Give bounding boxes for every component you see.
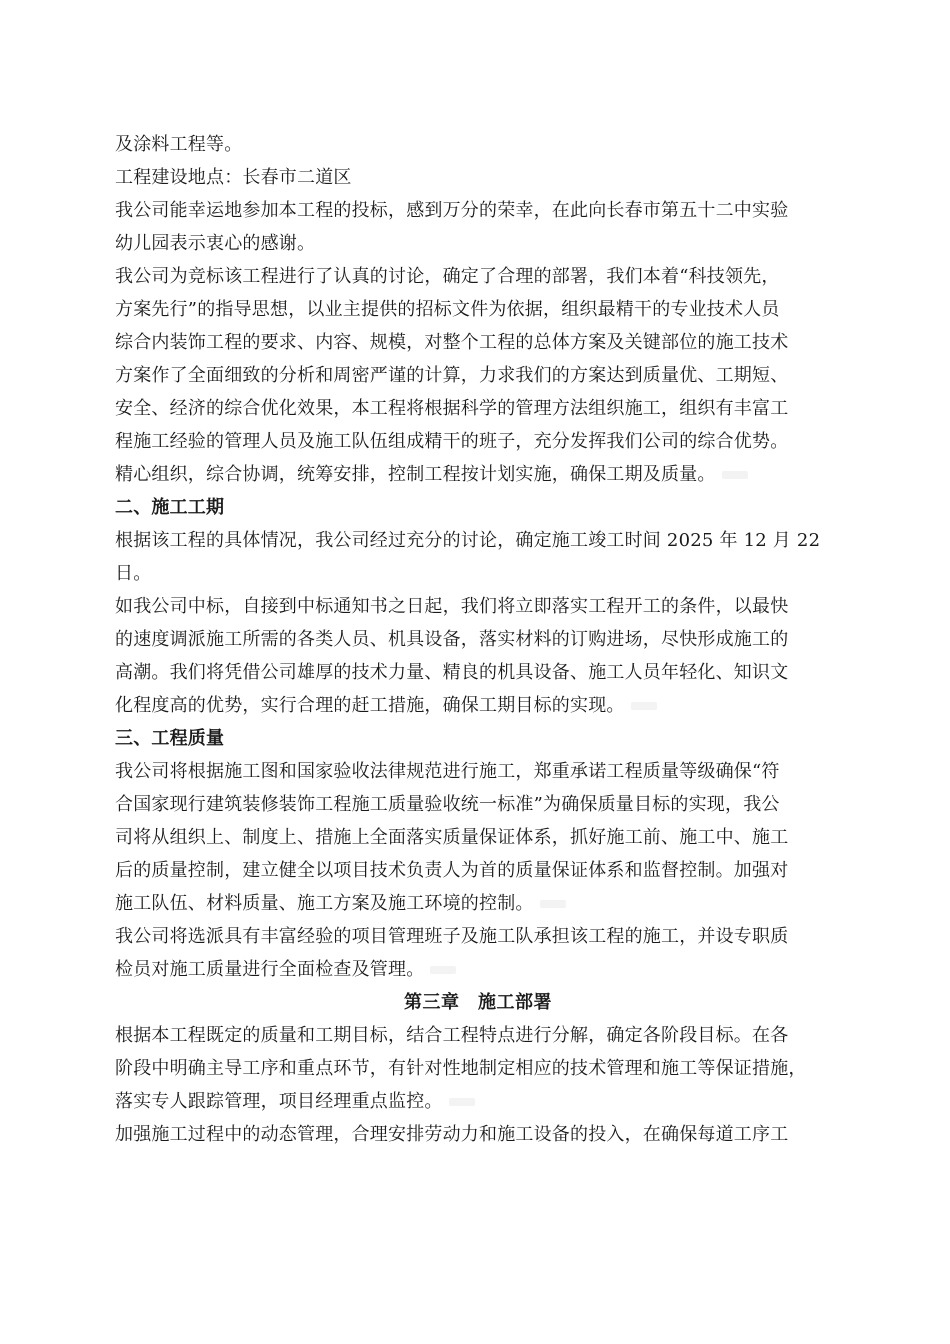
body-line: 我公司能幸运地参加本工程的投标，感到万分的荣幸，在此向长春市第五十二中实验: [115, 200, 789, 221]
paragraph-mark-icon: [722, 471, 748, 479]
body-line: 我公司将根据施工图和国家验收法律规范进行施工，郑重承诺工程质量等级确保“符: [115, 761, 780, 782]
paragraph-mark-icon: [631, 702, 657, 710]
body-line-wrapper: [115, 953, 841, 986]
body-line: 根据本工程既定的质量和工期目标，结合工程特点进行分解，确定各阶段目标。在各: [115, 1025, 789, 1046]
body-line: 综合内装饰工程的要求、内容、规模，对整个工程的总体方案及关键部位的施工技术: [115, 332, 789, 353]
chapter-title: 第三章 施工部署: [404, 992, 552, 1013]
body-line: 方案作了全面细致的分析和周密严谨的计算，力求我们的方案达到质量优、工期短、: [115, 365, 789, 386]
body-line: 根据该工程的具体情况，我公司经过充分的讨论，确定施工竣工时间 2025 年 12 月 22: [115, 530, 821, 551]
body-line: 我公司为竞标该工程进行了认真的讨论，确定了合理的部署，我们本着“科技领先，: [115, 266, 780, 287]
body-line: 阶段中明确主导工序和重点环节，有针对性地制定相应的技术管理和施工等保证措施，: [115, 1058, 807, 1079]
body-line: 落实专人跟踪管理，项目经理重点监控。: [115, 1091, 443, 1112]
body-line: 日。: [115, 563, 152, 584]
body-line: 司将从组织上、制度上、措施上全面落实质量保证体系，抓好施工前、施工中、施工: [115, 827, 789, 848]
paragraph-mark-icon: [449, 1098, 475, 1106]
body-line: 高潮。我们将凭借公司雄厚的技术力量、精良的机具设备、施工人员年轻化、知识文: [115, 662, 789, 683]
body-line-wrapper: [115, 458, 841, 491]
body-line: 程施工经验的管理人员及施工队伍组成精干的班子，充分发挥我们公司的综合优势。: [115, 431, 789, 452]
body-line: 检员对施工质量进行全面检查及管理。: [115, 959, 425, 980]
body-line: 幼儿园表示衷心的感谢。: [115, 233, 316, 254]
section-heading: 三、工程质量: [115, 728, 225, 749]
body-line: 精心组织，综合协调，统筹安排，控制工程按计划实施，确保工期及质量。: [115, 464, 716, 485]
body-line: 合国家现行建筑装修装饰工程施工质量验收统一标准”为确保质量目标的实现，我公: [115, 794, 780, 815]
body-line: 施工队伍、材料质量、施工方案及施工环境的控制。: [115, 893, 534, 914]
body-line: 如我公司中标，自接到中标通知书之日起，我们将立即落实工程开工的条件，以最快: [115, 596, 789, 617]
body-line-wrapper: [115, 689, 841, 722]
body-line: 及涂料工程等。: [115, 134, 243, 155]
body-line: 加强施工过程中的动态管理，合理安排劳动力和施工设备的投入，在确保每道工序工: [115, 1124, 789, 1145]
body-line: 后的质量控制，建立健全以项目技术负责人为首的质量保证体系和监督控制。加强对: [115, 860, 789, 881]
paragraph-mark-icon: [430, 966, 456, 974]
body-line-wrapper: [115, 1085, 841, 1118]
body-line-wrapper: [115, 887, 841, 920]
section-heading: 二、施工工期: [115, 497, 225, 518]
body-line: 的速度调派施工所需的各类人员、机具设备，落实材料的订购进场，尽快形成施工的: [115, 629, 789, 650]
body-line: 工程建设地点：长春市二道区: [115, 167, 352, 188]
body-line: 化程度高的优势，实行合理的赶工措施，确保工期目标的实现。: [115, 695, 625, 716]
body-line: 我公司将选派具有丰富经验的项目管理班子及施工队承担该工程的施工，并设专职质: [115, 926, 789, 947]
document-page: [115, 128, 841, 1151]
body-line: 方案先行”的指导思想，以业主提供的招标文件为依据，组织最精干的专业技术人员: [115, 299, 780, 320]
body-line: 安全、经济的综合优化效果，本工程将根据科学的管理方法组织施工，组织有丰富工: [115, 398, 789, 419]
paragraph-mark-icon: [540, 900, 566, 908]
